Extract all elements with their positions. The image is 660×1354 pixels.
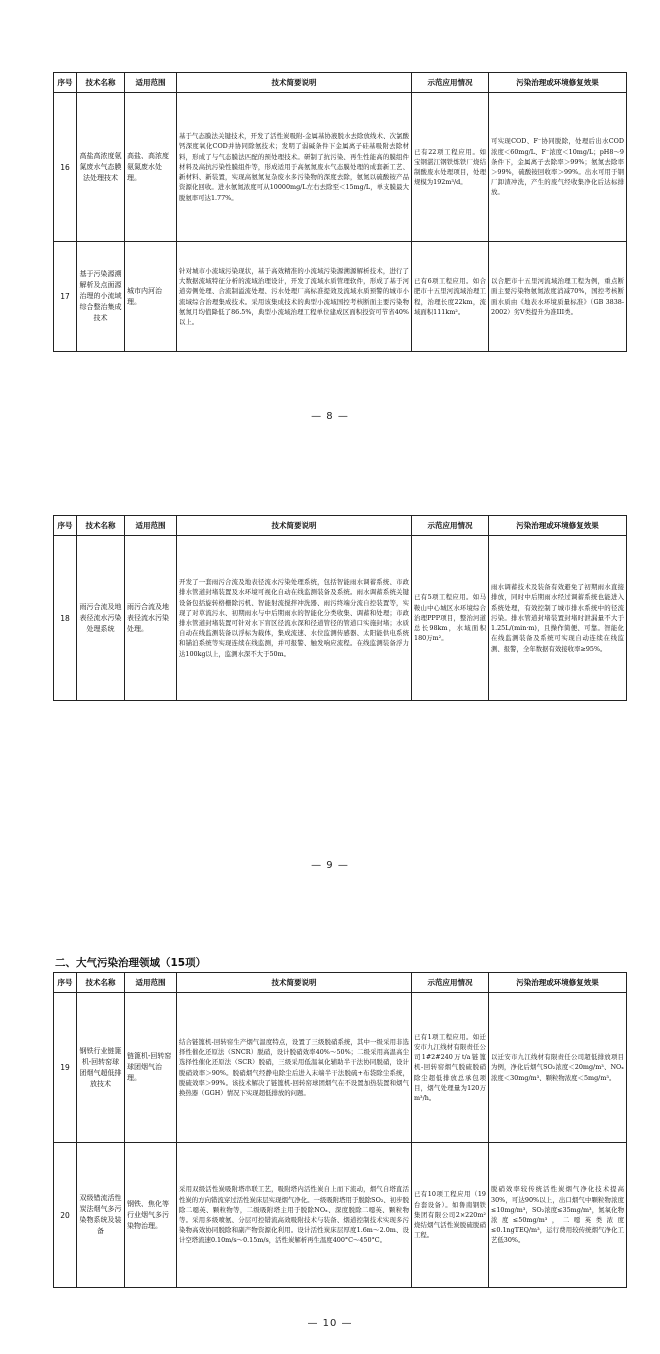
row-name: 雨污合流及地表径流水污染处理系统 (77, 536, 125, 701)
row-scope: 钢铁、焦化等行业烟气多污染物治理。 (125, 1143, 177, 1288)
row-desc: 针对城市小流域污染现状，基于高效精准的小流域污染源溯源解析技术，进行了大数据流域特征分析的流域治理设计，开发了流域水质管理软件，形成了基于河道旁侧处理、合流制溢流处理、污水处理厂高标准提效及流域水质预警的城市小流域综合治理集成技术。采用该集成技术的典型小流域国控考核断面主要污染物氨氮月均值降低了86.5%，典型小流域治理工程单位建成区面积投资可节省40%以上。 (177, 242, 412, 352)
table-row (54, 536, 627, 701)
header-name: 技术名称 (77, 973, 125, 993)
header-scope: 适用范围 (125, 973, 177, 993)
header-desc: 技术简要说明 (177, 516, 412, 536)
row-name: 高盐高浓度氨氮废水气态膜法处理技术 (77, 93, 125, 242)
row-effect: 以迁安市九江线材有限责任公司超低排放项目为例，净化后烟气SO₂浓度＜20mg/m³、NOₓ浓度＜30mg/m³、颗粒物浓度＜5mg/m³。 (489, 993, 627, 1143)
row-name: 钢铁行业链篦机-回转窑球团烟气超低排放技术 (77, 993, 125, 1143)
row-name: 基于污染源溯解析及点面源治理的小流域综合整治集成技术 (77, 242, 125, 352)
header-desc: 技术简要说明 (177, 973, 412, 993)
row-scope: 城市内河治理。 (125, 242, 177, 352)
header-scope: 适用范围 (125, 73, 177, 93)
table-row (54, 242, 627, 352)
header-name: 技术名称 (77, 516, 125, 536)
row-desc: 基于气态膜法关键技术，开发了活性炭吸附-金属基协液脱水去除放线术、次氯酸钙深度氧化COD并协同除氨技术；发明了弱碱条件下金属离子硅基吸附去除材料，形成了与气态膜法匹配的预处理技术。研制了抗污染、再生性能高的膜组件材料及高抗污染性膜组件等，形成适用于高氨氮废水气态膜处理的成套新工艺、新材料、新装置，实现高氨氮复杂废水多污染物的深度去除，氨氮以硫酸铵产品资源化回收。进水氨氮浓度可从10000mg/L左右去除至＜15mg/L，单支膜最大脱氨率可达1.77%。 (177, 93, 412, 242)
header-name: 技术名称 (77, 73, 125, 93)
page-number: — 10 — (307, 1318, 353, 1329)
header-scope: 适用范围 (125, 516, 177, 536)
row-num: 19 (54, 993, 77, 1143)
row-desc: 结合链篦机-回转窑生产烟气温度特点，设置了三级脱硝系统，其中一级采用非选择性催化还原法（SNCR）脱硝，设计脱硝效率40%～50%；二级采用高温高尘选择性催化还原法（SCR）脱硝，三级采用低温氧化辅助半干法协同脱硝，设计脱硝效率＞90%。脱硝烟气经静电除尘后进入末端半干法脱硫+布袋除尘系统，脱硫效率＞99%。该技术解决了链篦机-回转窑球团烟气在不设置加热装置和烟气换热器（GGH）情况下实现超低排放的问题。 (177, 993, 412, 1143)
row-case: 已有6项工程应用。如合肥市十五里河流域治理工程，治理长度22km，流域面积111km²。 (412, 242, 489, 352)
row-effect: 以合肥市十五里河流域治理工程为例，重点断面主要污染物氨氮浓度消减70%，国控考核断面水质由《地表水环境质量标准》（GB 3838-2002）劣V类提升为准III类。 (489, 242, 627, 352)
table-row (54, 1143, 627, 1288)
row-case: 已有10项工程应用（19台套设备）。如鲁南钢铁集团有限公司2×220m²烧结烟气活性炭脱硫脱硝工程。 (412, 1143, 489, 1288)
header-case: 示范应用情况 (412, 516, 489, 536)
row-scope: 雨污合流及地表径流水污染处理。 (125, 536, 177, 701)
table-header-row (54, 73, 627, 93)
header-num: 序号 (54, 973, 77, 993)
header-desc: 技术简要说明 (177, 73, 412, 93)
page-number: — 9 — (311, 860, 349, 871)
section-title: 二、大气污染治理领域（15项） (55, 957, 207, 969)
row-num: 16 (54, 93, 77, 242)
row-desc: 采用双级活性炭吸附塔串联工艺，吸附塔内活性炭自上而下流动，烟气自塔直活性炭的方向错流穿过活性炭床层实现烟气净化。一级吸附塔用于脱除SO₂、初步脱除二噁英、颗粒物等，二级吸附塔主用于脱除NOₓ、深度脱除二噁英、颗粒物等。采用多级喷氨、分层可控错流高效吸附技术与装备、烟道控制技术实现多污染物高效协同脱除和副产物资源化利用。设计活性炭床层厚度1.6m～2.0m、设计空塔流速0.10m/s～0.15m/s，活性炭解析再生温度400°C～450°C。 (177, 1143, 412, 1288)
header-num: 序号 (54, 516, 77, 536)
row-desc: 开发了一套雨污合流及地表径流水污染处理系统，包括智能雨水调蓄系统、市政排水管道封堵装置及水环境可视化自动在线监测装备及系统。雨水调蓄系统关键设备包括旋转格栅除污机、智能射流搅拌冲洗器、雨污终端分流自控装置等，实现了对草流污水、初期雨水与中后期雨水的智能化分类收集、调蓄和处理；市政排水管道封堵装置可针对水下盲区径流水深和径道管径的管道口实施封堵；水质自动在线监测装备以浮标为载体，集成流速、水位监测传感器、太阳能供电系统和锚泊系统等实现连续在线监测，并可报警、触发响应流程。在线监测装备浮力达100kg以上，监测水深不大于50m。 (177, 536, 412, 701)
table-row (54, 993, 627, 1143)
header-num: 序号 (54, 73, 77, 93)
row-case: 已有1项工程应用。如迁安市九江线材有限责任公司1#2#240万t/a链篦机-回转窑烟气脱硫脱硝除尘超低排放总承包项目，烟气处理量为120万m³/h。 (412, 993, 489, 1143)
table-page-8 (53, 72, 627, 352)
row-scope: 高盐、高浓度氨氮废水处理。 (125, 93, 177, 242)
header-effect: 污染治理或环境修复效果 (489, 973, 627, 993)
row-case: 已有5项工程应用。如马鞍山中心城区水环境综合治理PPP项目，整治河道总长98km，水域面积180万m²。 (412, 536, 489, 701)
row-effect: 可实现COD、F⁻协同脱除，处理后出水COD浓度＜60mg/L、F⁻浓度＜10mg/L；pH8～9条件下，金属离子去除率＞99%；氨氮去除率＞99%，硫酸铵回收率＞99%。出水可用于钢厂卸渣冲洗，产生的废气经收集净化后达标排放。 (489, 93, 627, 242)
header-case: 示范应用情况 (412, 973, 489, 993)
row-case: 已有22项工程应用。如宝钢湛江钢铁炼铁厂烧结制酸废水处理项目，处理规模为192m³/d。 (412, 93, 489, 242)
header-effect: 污染治理或环境修复效果 (489, 516, 627, 536)
row-effect: 脱硝效率较传统活性炭烟气净化技术提高30%，可达90%以上，出口烟气中颗粒物浓度≤10mg/m³，SO₂浓度≤35mg/m³，氮氧化物浓度≤50mg/m³，二噁英类浓度≤0.1ngTEQ/m³，运行费用较传统烟气净化工艺低30%。 (489, 1143, 627, 1288)
table-header-row (54, 973, 627, 993)
table-page-9 (53, 515, 627, 701)
table-page-10 (53, 972, 627, 1288)
row-num: 17 (54, 242, 77, 352)
header-case: 示范应用情况 (412, 73, 489, 93)
row-name: 双级错流活性炭法烟气多污染物系统及装备 (77, 1143, 125, 1288)
table-row (54, 93, 627, 242)
table-header-row (54, 516, 627, 536)
row-num: 18 (54, 536, 77, 701)
header-effect: 污染治理或环境修复效果 (489, 73, 627, 93)
row-scope: 链篦机-回转窑球团烟气治理。 (125, 993, 177, 1143)
row-num: 20 (54, 1143, 77, 1288)
row-effect: 雨水调蓄技术及装备有效避免了初期雨水直接排放，同时中后期雨水经过调蓄系统也能进入系统处理，有效控制了城市排水系统中的径流污染。排水管道封堵装置封堵时泄漏量不大于1.25L/(min·m)，且操作简便、可靠。智能化在线监测装备及系统可实现自动连续在线监测、报警，全年数据有效接收率≥95%。 (489, 536, 627, 701)
page-number: — 8 — (311, 411, 349, 422)
